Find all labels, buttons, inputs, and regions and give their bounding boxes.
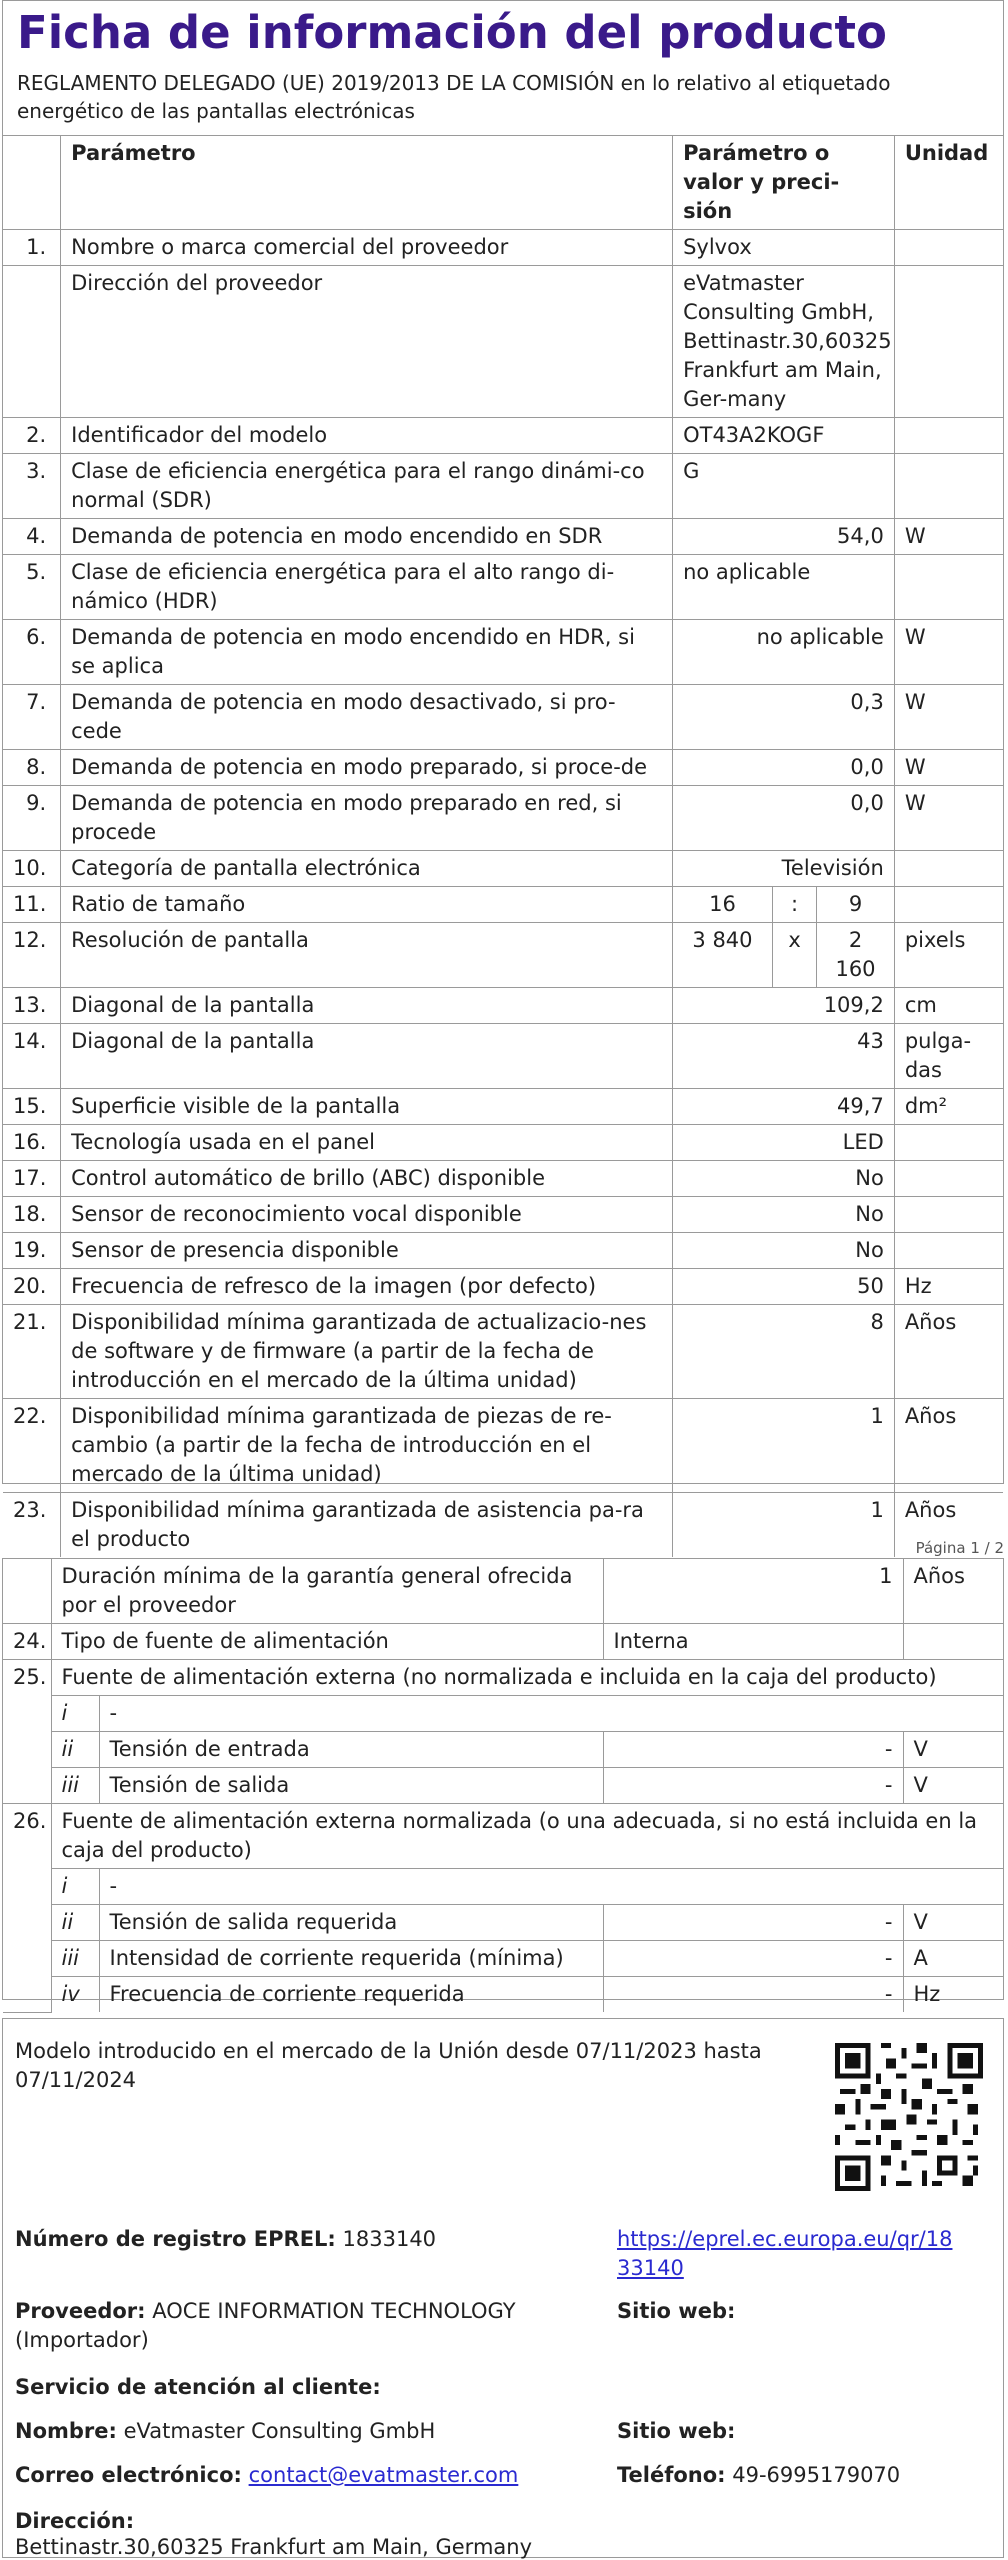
service-phone: Teléfono: 49-6995179070 [617,2463,901,2487]
header-value: Parámetro o valor y preci-sión [673,136,895,230]
service-website-label: Sitio web: [617,2419,736,2443]
regulation-text: REGLAMENTO DELEGADO (UE) 2019/2013 DE LA COMISIÓN en lo relativo al etiquetado energético de las pantallas electrónicas [3,61,1003,136]
table-row: 21. Disponibilidad mínima garantizada de actualizacio-nes de software y de firmware (a partir de la fecha de introducción en el mercado de la última unidad) 8 Años [3,1305,1003,1399]
header-unit: Unidad [894,136,1003,230]
power-supply-table [3,1559,1003,2013]
service-email: Correo electrónico: contact@evatmaster.com [15,2463,519,2487]
table-row: 11. Ratio de tamaño 16 : 9 [3,887,1003,923]
table-row: 5. Clase de eficiencia energética para el alto rango di-námico (HDR) no aplicable [3,555,1003,620]
table-row: 23. Disponibilidad mínima garantizada de asistencia pa-ra el producto 1 Años [3,1493,1003,1558]
table-header-row [3,136,1003,230]
table-row: 4. Demanda de potencia en modo encendido en SDR 54,0 W [3,519,1003,555]
product-info-sheet-page-2 [2,1558,1004,2006]
table-row: 12. Resolución de pantalla 3 840 x 2 160 pixels [3,923,1003,988]
table-row: 7. Demanda de potencia en modo desactivado, si pro-cede 0,3 W [3,685,1003,750]
table-row: ii Tensión de salida requerida - V [3,1905,1003,1941]
supplier: Proveedor: AOCE INFORMATION TECHNOLOGY (Importador) [15,2299,516,2352]
table-row: 14. Diagonal de la pantalla 43 pulga-das [3,1024,1003,1089]
table-row: Dirección del proveedor eVatmaster Consulting GmbH, Bettinastr.30,60325 Frankfurt am Main, Ger-many [3,266,1003,418]
table-row: 9. Demanda de potencia en modo preparado en red, si procede 0,0 W [3,786,1003,851]
table-row: 20. Frecuencia de refresco de la imagen (por defecto) 50 Hz [3,1269,1003,1305]
table-row: 6. Demanda de potencia en modo encendido en HDR, si se aplica no aplicable W [3,620,1003,685]
table-row: 3. Clase de eficiencia energética para el rango dinámi-co normal (SDR) G [3,454,1003,519]
table-row: 10. Categoría de pantalla electrónica Televisión [3,851,1003,887]
table-row: i - [3,1696,1003,1732]
table-row: 22. Disponibilidad mínima garantizada de piezas de re-cambio (a partir de la fecha de introducción en el mercado de la última unidad) 1 Años [3,1399,1003,1493]
parameters-table [3,136,1003,1557]
table-row: ii Tensión de entrada - V [3,1732,1003,1768]
eprel-link[interactable] [617,2225,957,2283]
table-row: 2. Identificador del modelo OT43A2KOGF [3,418,1003,454]
table-row: 1. Nombre o marca comercial del proveedor Sylvox [3,230,1003,266]
header-parameter: Parámetro [61,136,673,230]
table-row: iii Tensión de salida - V [3,1768,1003,1804]
table-row: 18. Sensor de reconocimiento vocal disponible No [3,1197,1003,1233]
website-label: Sitio web: [617,2299,736,2323]
table-row: 17. Control automático de brillo (ABC) disponible No [3,1161,1003,1197]
page-title: Ficha de información del producto [17,6,887,59]
email-link[interactable]: contact@evatmaster.com [248,2463,519,2487]
table-row: 8. Demanda de potencia en modo preparado, si proce-de 0,0 W [3,750,1003,786]
table-row: 19. Sensor de presencia disponible No [3,1233,1003,1269]
page-number: Página 1 / 2 [915,1539,1004,1557]
table-row: 25. Fuente de alimentación externa (no normalizada e incluida en la caja del producto) [3,1660,1003,1696]
eprel-url-link[interactable]: https://eprel.ec.europa.eu/qr/1833140 [617,2227,953,2280]
table-row: iii Intensidad de corriente requerida (mínima) - A [3,1941,1003,1977]
table-row: Duración mínima de la garantía general ofrecida por el proveedor 1 Años [3,1559,1003,1624]
customer-service-heading: Servicio de atención al cliente: [15,2375,381,2399]
market-period: Modelo introducido en el mercado de la Unión desde 07/11/2023 hasta 07/11/2024 [15,2039,762,2092]
table-row: 16. Tecnología usada en el panel LED [3,1125,1003,1161]
qr-code-icon[interactable] [835,2043,983,2191]
address-value: Bettinastr.30,60325 Frankfurt am Main, Germany [15,2535,533,2559]
table-row: 13. Diagonal de la pantalla 109,2 cm [3,988,1003,1024]
table-row: iv Frecuencia de corriente requerida - Hz [3,1977,1003,2013]
table-row: 15. Superficie visible de la pantalla 49,7 dm² [3,1089,1003,1125]
address-label: Dirección: [15,2509,135,2533]
eprel-number: Número de registro EPREL: 1833140 [15,2227,437,2251]
contact-section [2,2018,1004,2558]
table-row: 24. Tipo de fuente de alimentación Interna [3,1624,1003,1660]
table-row: 26. Fuente de alimentación externa normalizada (o una adecuada, si no está incluida en la caja del producto) [3,1804,1003,1869]
table-row: i - [3,1869,1003,1905]
service-name: Nombre: eVatmaster Consulting GmbH [15,2419,436,2443]
